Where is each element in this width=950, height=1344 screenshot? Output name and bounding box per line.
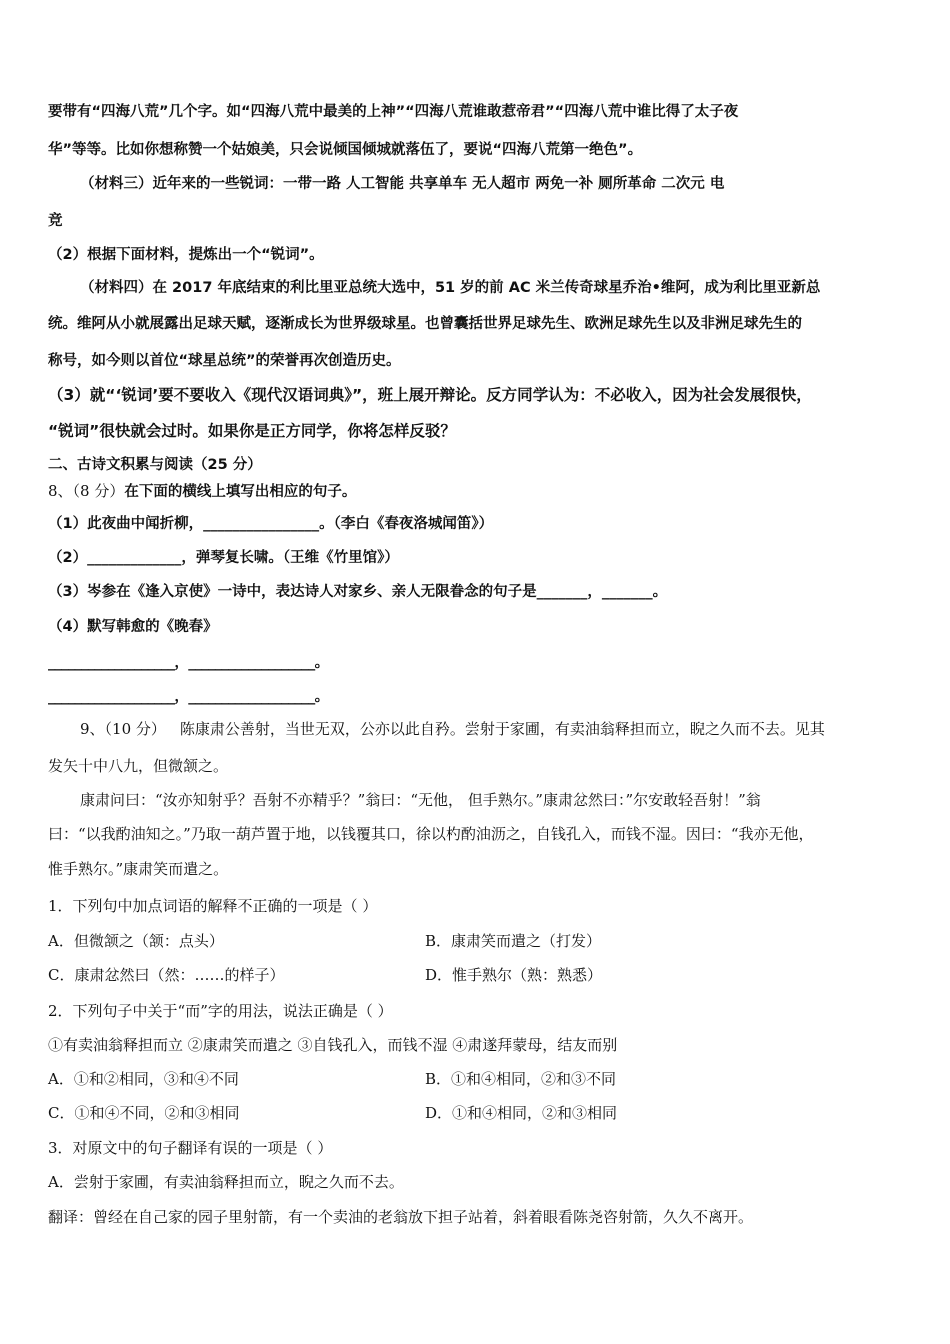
option-2b[interactable]: B．①和④相同，②和③不同 xyxy=(425,1070,617,1088)
sub-question-2-stem: 2．下列句子中关于“而”字的用法，说法正确是（ ） xyxy=(48,1002,393,1020)
question-7-3-line-2: “锐词”很快就会过时。如果你是正方同学，你将怎样反驳？ xyxy=(48,422,456,440)
option-1a[interactable]: A．但微颔之（颔：点头） xyxy=(48,932,224,950)
answer-blank-line-1: ___________________，___________________。 xyxy=(48,655,329,671)
option-2d[interactable]: D．①和④相同，②和③相同 xyxy=(425,1104,618,1122)
material4-line-3: 称号，如今则以首位“球星总统”的荣誉再次创造历史。 xyxy=(48,353,401,369)
passage-line-3: 康肃问曰：“汝亦知射乎？吾射不亦精乎？”翁曰：“无他， 但手熟尔。”康肃忿然曰：”尔安敢轻吾射！”翁 xyxy=(80,791,761,809)
question-8-item-2: （2）_____________，弹琴复长啸。（王维《竹里馆》） xyxy=(48,550,399,566)
option-3a[interactable]: A．尝射于家圃，有卖油翁释担而立，睨之久而不去。 xyxy=(48,1173,404,1191)
question-8-prompt: 在下面的横线上填写出相应的句子。 xyxy=(124,484,357,500)
passage-line-2: 发矢十中八九，但微颔之。 xyxy=(48,757,229,775)
material3-line-2: 竞 xyxy=(48,213,63,229)
section-2-title: 二、古诗文积累与阅读（25 分） xyxy=(48,457,262,473)
question-8-item-3: （3）岑参在《逢入京使》一诗中，表达诗人对家乡、亲人无限眷念的句子是_______，_______。 xyxy=(48,584,668,600)
question-9-line-1 xyxy=(80,718,825,740)
option-1c[interactable]: C．康肃忿然曰（然：……的样子） xyxy=(48,966,285,984)
option-2c[interactable]: C．①和④不同，②和③相同 xyxy=(48,1104,240,1122)
material2-line-1: 要带有“四海八荒”几个字。如“四海八荒中最美的上神”“四海八荒谁敢惹帝君”“四海八荒中谁比得了太子夜 xyxy=(48,104,739,120)
sub-question-1-stem: 1．下列句中加点词语的解释不正确的一项是（ ） xyxy=(48,897,378,915)
passage-line-1: 陈康肃公善射，当世无双，公亦以此自矜。尝射于家圃，有卖油翁释担而立，睨之久而不去。见其 xyxy=(179,720,825,738)
material4-line-1: （材料四）在 2017 年底结束的利比里亚总统大选中，51 岁的前 AC 米兰传奇球星乔治•维阿，成为利比里亚新总 xyxy=(80,280,821,296)
passage-line-5: 惟手熟尔。”康肃笑而遣之。 xyxy=(48,860,229,878)
option-3a-translation: 翻译：曾经在自己家的园子里射箭，有一个卖油的老翁放下担子站着，斜着眼看陈尧咨射箭，久久不离开。 xyxy=(48,1208,754,1226)
question-7-2: （2）根据下面材料，提炼出一个“锐词”。 xyxy=(48,247,324,263)
sub-question-2-row-2 xyxy=(48,1102,618,1124)
option-1d[interactable]: D．惟手熟尔（熟：熟悉） xyxy=(425,966,603,984)
sub-question-2-row-1 xyxy=(48,1068,617,1090)
sub-question-3-stem: 3．对原文中的句子翻译有误的一项是（ ） xyxy=(48,1139,333,1157)
question-7-3-line-1: （3）就“‘锐词’要不要收入《现代汉语词典》”，班上展开辩论。反方同学认为：不必收入，因为社会发展很快， xyxy=(48,386,812,404)
question-8-number: 8、（8 分） xyxy=(48,482,125,500)
answer-blank-line-2: ___________________，___________________。 xyxy=(48,689,329,705)
material3-line-1: （材料三）近年来的一些锐词：一带一路 人工智能 共享单车 无人超市 两免一补 厕所革命 二次元 电 xyxy=(80,176,725,192)
passage-line-4: 曰：“以我酌油知之。”乃取一葫芦置于地，以钱覆其口，徐以杓酌油沥之，自钱孔入，而钱不湿。因曰：“我亦无他， xyxy=(48,825,814,843)
question-8-item-4: （4）默写韩愈的《晚春》 xyxy=(48,619,218,635)
sub-question-1-row-2 xyxy=(48,964,603,986)
question-8 xyxy=(48,480,356,503)
option-1b[interactable]: B．康肃笑而遣之（打发） xyxy=(425,932,602,950)
sub-question-2-sentences: ①有卖油翁释担而立 ②康肃笑而遣之 ③自钱孔入，而钱不湿 ④肃遂拜蒙母，结友而别 xyxy=(48,1036,618,1054)
option-2a[interactable]: A．①和②相同，③和④不同 xyxy=(48,1070,239,1088)
material4-line-2: 统。维阿从小就展露出足球天赋，逐渐成长为世界级球星。也曾囊括世界足球先生、欧洲足球先生以及非洲足球先生的 xyxy=(48,316,802,332)
question-8-item-1: （1）此夜曲中闻折柳，________________。（李白《春夜洛城闻笛》） xyxy=(48,516,494,532)
question-9-number: 9、（10 分） xyxy=(80,720,166,738)
sub-question-1-row-1 xyxy=(48,930,602,952)
material2-line-2: 华”等等。比如你想称赞一个姑娘美，只会说倾国倾城就落伍了，要说“四海八荒第一绝色”。 xyxy=(48,142,643,158)
